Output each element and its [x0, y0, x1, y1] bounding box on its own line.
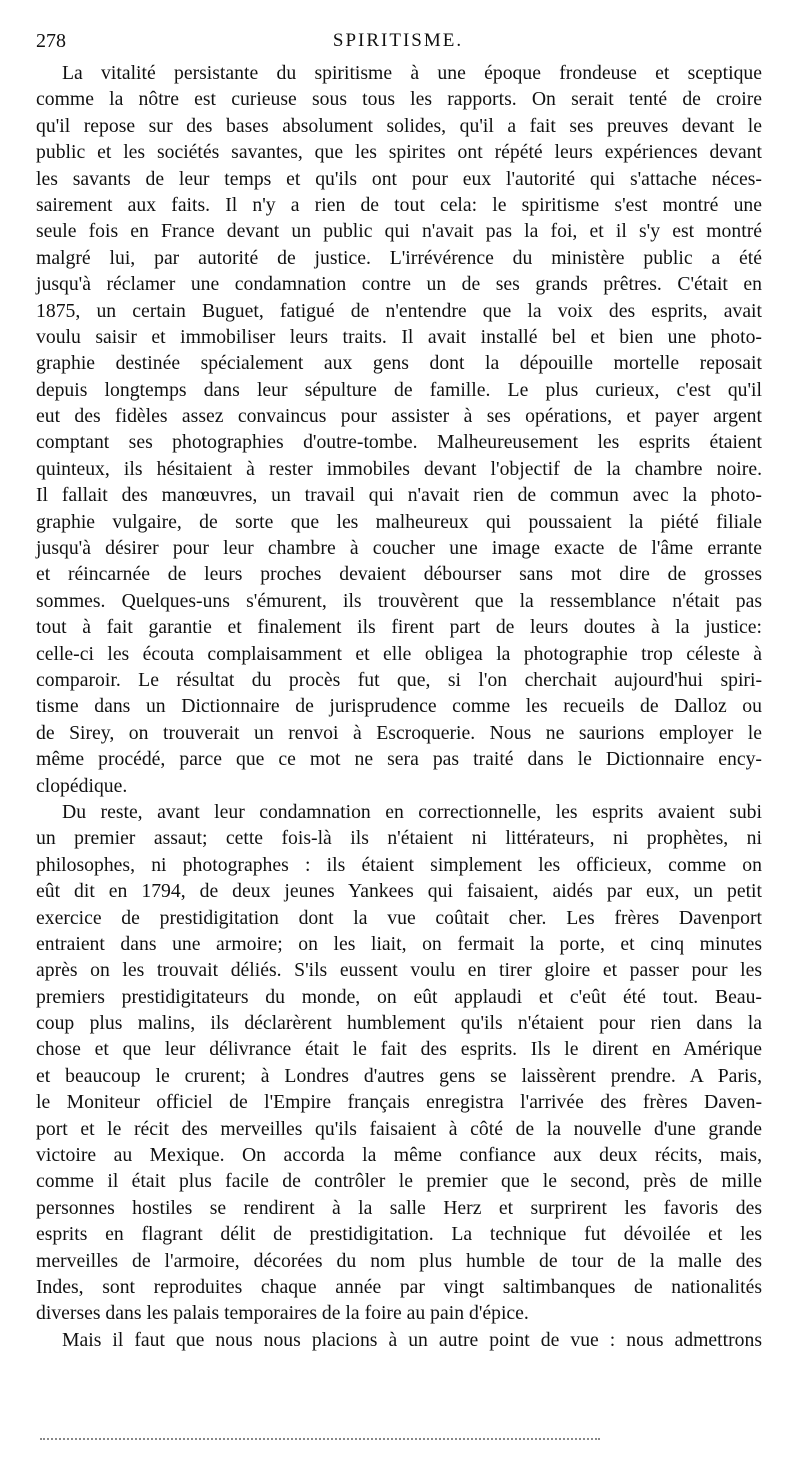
- running-title: SPIRITISME.: [332, 30, 464, 51]
- text-line: esprits en flagrant délit de prestidigitation. La technique fut dévoilée et les: [36, 1223, 762, 1246]
- text-line: victoire au Mexique. On accorda la même confiance aux deux récits, mais,: [36, 1144, 762, 1167]
- text-line: diverses dans les palais temporaires de la foire au pain d'épice.: [36, 1302, 529, 1325]
- text-line: clopédique.: [36, 774, 128, 797]
- text-line: et beaucoup le crurent; à Londres d'autres gens se laissèrent prendre. A Paris,: [36, 1064, 762, 1087]
- text-line: même procédé, parce que ce mot ne sera pas traité dans le Dictionnaire ency-: [36, 748, 762, 771]
- text-line: philosophes, ni photographes : ils étaient simplement les officieux, comme on: [36, 853, 762, 876]
- text-line: quinteux, ils hésitaient à rester immobiles devant l'objectif de la chambre noire.: [36, 457, 762, 480]
- body-text: [36, 60, 762, 1353]
- text-line: voulu saisir et immobiliser leurs traits. Il avait installé bel et bien une photo-: [36, 325, 762, 348]
- text-line: et réincarnée de leurs proches devaient débourser sans mot dire de grosses: [36, 563, 762, 586]
- text-line: tout à fait garantie et finalement ils firent part de leurs doutes à la justice:: [36, 616, 762, 639]
- text-line: malgré lui, par autorité de justice. L'irrévérence du ministère public a été: [36, 246, 762, 269]
- text-line: entraient dans une armoire; on les liait, on fermait la porte, et cinq minutes: [36, 932, 762, 955]
- text-line: comme il était plus facile de contrôler le premier que le second, près de mille: [36, 1170, 762, 1193]
- text-line: Indes, sont reproduites chaque année par vingt saltimbanques de nationalités: [36, 1275, 762, 1298]
- text-line: comptant ses photographies d'outre-tombe. Malheureusement les esprits étaient: [36, 431, 762, 454]
- text-line: qu'il repose sur des bases absolument solides, qu'il a fait ses preuves devant le: [36, 114, 762, 137]
- text-line: eût dit en 1794, de deux jeunes Yankees qui faisaient, aidés par eux, un petit: [36, 880, 762, 903]
- page-header: [36, 30, 760, 56]
- text-line: premiers prestidigitateurs du monde, on eût applaudi et c'eût été tout. Beau-: [36, 985, 762, 1008]
- text-line: graphie destinée spécialement aux gens dont la dépouille mortelle reposait: [36, 352, 762, 375]
- text-line: eut des fidèles assez convaincus pour assister à ses opérations, et payer argent: [36, 405, 762, 428]
- text-line: La vitalité persistante du spiritisme à une époque frondeuse et sceptique: [62, 62, 762, 84]
- text-line: de Sirey, on trouverait un renvoi à Escroquerie. Nous ne saurions employer le: [36, 721, 762, 744]
- text-line: comparoir. Le résultat du procès fut que, si l'on cherchait aujourd'hui spiri-: [36, 668, 762, 691]
- text-line: le Moniteur officiel de l'Empire français enregistra l'arrivée des frères Daven-: [36, 1091, 762, 1114]
- text-line: 1875, un certain Buguet, fatigué de n'entendre que la voix des esprits, avait: [36, 299, 762, 322]
- text-line: jusqu'à désirer pour leur chambre à coucher une image exacte de l'âme errante: [36, 537, 762, 560]
- text-line: seule fois en France devant un public qui n'avait pas la foi, et il s'y est montré: [36, 220, 762, 243]
- text-line: chose et que leur délivrance était le fait des esprits. Ils le dirent en Amérique: [36, 1038, 762, 1061]
- text-line: personnes hostiles se rendirent à la salle Herz et surprirent les favoris des: [36, 1196, 762, 1219]
- text-line: port et le récit des merveilles qu'ils faisaient à côté de la nouvelle d'une grande: [36, 1117, 762, 1140]
- page-number: 278: [36, 30, 66, 52]
- footer-rule: [40, 1438, 600, 1440]
- text-line: merveilles de l'armoire, décorées du nom plus humble de tour de la malle des: [36, 1249, 762, 1272]
- text-line: un premier assaut; cette fois-là ils n'étaient ni littérateurs, ni prophètes, ni: [36, 827, 762, 850]
- text-line: Il fallait des manœuvres, un travail qui n'avait rien de commun avec la photo-: [36, 484, 762, 507]
- text-line: public et les sociétés savantes, que les spirites ont répété leurs expériences devant: [36, 141, 762, 164]
- text-line: tisme dans un Dictionnaire de jurisprudence comme les recueils de Dalloz ou: [36, 695, 762, 718]
- text-line: depuis longtemps dans leur sépulture de famille. Le plus curieux, c'est qu'il: [36, 378, 762, 401]
- text-line: exercice de prestidigitation dont la vue coûtait cher. Les frères Davenport: [36, 906, 762, 929]
- text-line: graphie vulgaire, de sorte que les malheureux qui poussaient la piété filiale: [36, 510, 762, 533]
- text-line: après on les trouvait déliés. S'ils eussent voulu en tirer gloire et passer pour les: [36, 959, 762, 982]
- text-line: jusqu'à réclamer une condamnation contre un de ses grands prêtres. C'était en: [36, 273, 762, 296]
- text-line: les savants de leur temps et qu'ils ont pour eux l'autorité qui s'attache néces-: [36, 167, 762, 190]
- text-line: sairement aux faits. Il n'y a rien de tout cela: le spiritisme s'est montré une: [36, 193, 762, 216]
- text-line: Mais il faut que nous nous placions à un autre point de vue : nous admettrons: [62, 1328, 762, 1351]
- text-line: comme la nôtre est curieuse sous tous les rapports. On serait tenté de croire: [36, 88, 762, 111]
- text-line: Du reste, avant leur condamnation en correctionnelle, les esprits avaient subi: [62, 800, 762, 823]
- text-line: coup plus malins, ils déclarèrent humblement qu'ils n'étaient pour rien dans la: [36, 1012, 762, 1035]
- text-line: celle-ci les écouta complaisamment et elle obligea la photographie trop céleste à: [36, 642, 762, 665]
- text-line: sommes. Quelques-uns s'émurent, ils trouvèrent que la ressemblance n'était pas: [36, 589, 762, 612]
